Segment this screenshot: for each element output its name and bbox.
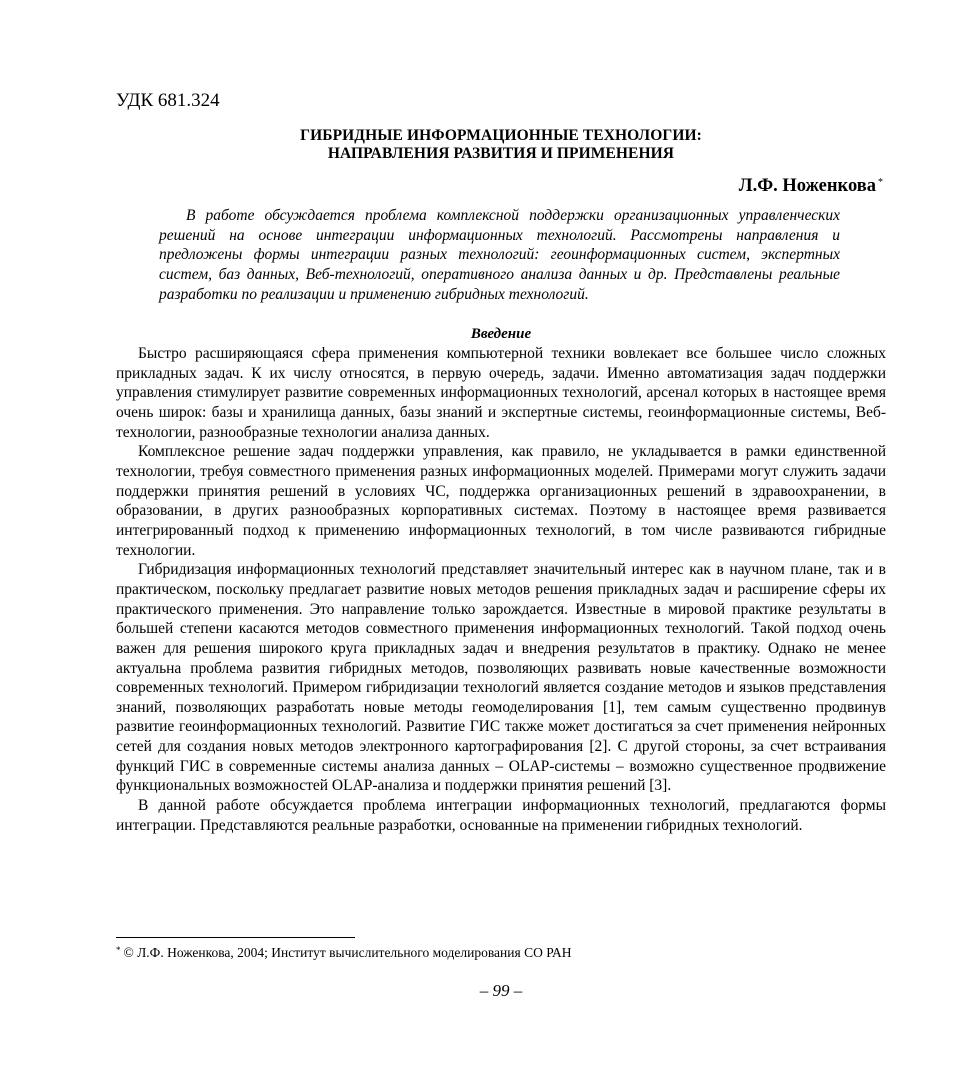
footnote-mark: * xyxy=(116,945,121,955)
author-footnote-mark: * xyxy=(878,177,883,188)
section-heading: Введение xyxy=(470,326,532,342)
page-number: – 99 – xyxy=(479,981,523,1000)
body-paragraph: Быстро расширяющаяся сфера применения компьютерной техники вовлекает все большее число сложных прикладных задач. К их числу относятся, в первую очередь, задачи. Именно автоматизация задач поддержки управления стимулирует развитие современных информационных технологий, арсенал которых в настоящее время очень широк: базы и хранилища данных, базы знаний и экспертные системы, геоинформационные системы, Веб-технологии, разнообразные технологии анализа данных. xyxy=(116,345,886,441)
title-line-1: ГИБРИДНЫЕ ИНФОРМАЦИОННЫЕ ТЕХНОЛОГИИ: xyxy=(300,127,702,144)
body-paragraph: В данной работе обсуждается проблема интеграции информационных технологий, предлагаются формы интеграции. Представляются реальные разработки, основанные на применении гибридных технологий. xyxy=(116,797,886,834)
body-paragraph: Комплексное решение задач поддержки управления, как правило, не укладывается в рамки единственной технологии, требуя совместного применения разных информационных моделей. Примерами могут служить задачи поддержки принятия решений в условиях ЧС, поддержка организационных решений в здравоохранении, в образовании, в других разнообразных корпоративных системах. Поэтому в настоящее время развивается интегрированный подход к применению информационных технологий, в том числе развиваются гибридные технологии. xyxy=(116,443,886,559)
body-paragraph: Гибридизация информационных технологий представляет значительный интерес как в научном плане, так и в практическом, поскольку предлагает развитие новых методов решения прикладных задач и расширение сферы их практического применения. Это направление только зарождается. Известные в мировой практике результаты в большей степени касаются методов совместного применения информационных технологий. Такой подход очень важен для решения широкого круга прикладных задач и внедрения результатов в практику. Однако не менее актуальна проблема развития гибридных методов, позволяющих развивать новые качественные возможности современных технологий. Примером гибридизации технологий является создание методов и языков представления знаний, позволяющих разработать новые методы геомоделирования [1], тем самым существенно продвинув развитие геоинформационных технологий. Развитие ГИС также может достигаться за счет применения нейронных сетей для создания новых методов электронного картографирования [2]. С другой стороны, за счет встраивания функций ГИС в современные системы анализа данных – OLAP-системы – возможно существенное продвижение функциональных возможностей OLAP-анализа и поддержки принятия решений [3]. xyxy=(116,561,886,795)
section-body xyxy=(116,344,886,835)
title-line-2: НАПРАВЛЕНИЯ РАЗВИТИЯ И ПРИМЕНЕНИЯ xyxy=(327,145,675,162)
abstract: В работе обсуждается проблема комплексной поддержки организационных управленческих решений на основе интеграции информационных технологий. Рассмотрены направления и предложены формы интеграции разных технологий: геоинформационных систем, экспертных систем, баз данных, Веб-технологий, оперативного анализа данных и др. Представлены реальные разработки по реализации и применению гибридных технологий. xyxy=(159,207,840,303)
udk-code: УДК 681.324 xyxy=(116,90,220,111)
author-name: Л.Ф. Ноженкова xyxy=(738,176,876,196)
author xyxy=(739,174,883,198)
footnote-text: © Л.Ф. Ноженкова, 2004; Институт вычислительного моделирования СО РАН xyxy=(123,945,572,960)
footnote-divider xyxy=(116,937,355,938)
footnote xyxy=(116,944,572,962)
